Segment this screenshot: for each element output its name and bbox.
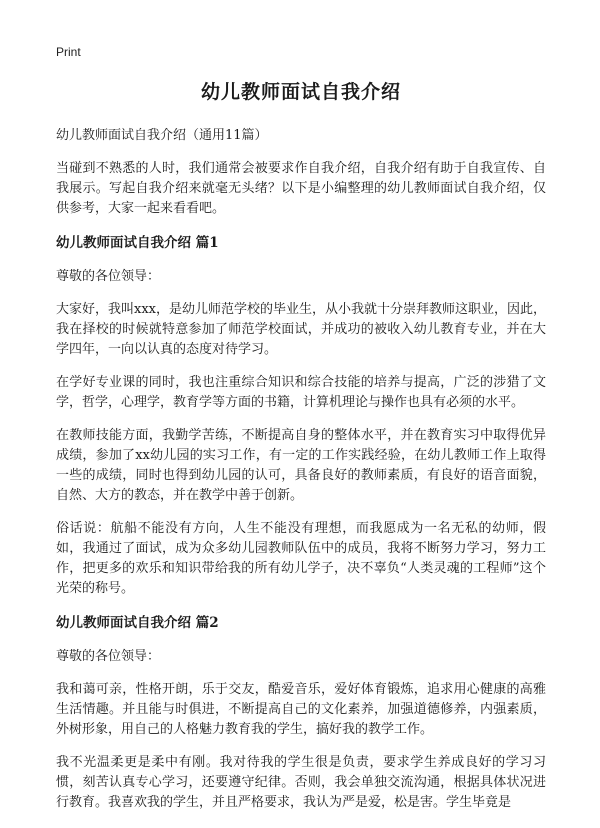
section-paragraph: 俗话说：航船不能没有方向，人生不能没有理想，而我愿成为一名无私的幼师，假如，我通过了面试，成为众多幼儿园教师队伍中的成员，我将不断努力学习，努力工作，把更多的欢乐和知识带给我的所有幼儿学子，决不辜负“人类灵魂的工程师”这个光荣的称号。	[56, 521, 546, 596]
section-1	[56, 232, 546, 599]
section-paragraph: 在教师技能方面，我勤学苦练，不断提高自身的整体水平，并在教育实习中取得优异成绩，参加了xx幼儿园的实习工作，有一定的工作实践经验，在幼儿教师工作上取得一些的成绩，同时也得到幼儿园的认可，具备良好的教师素质，有良好的语音面貌，自然、大方的教态，并在教学中善于创新。	[56, 428, 546, 503]
section-heading: 幼儿教师面试自我介绍 篇2	[56, 615, 219, 631]
section-heading: 幼儿教师面试自我介绍 篇1	[56, 235, 219, 251]
section-paragraph: 我和蔼可亲，性格开朗，乐于交友，酷爱音乐，爱好体育锻炼，追求用心健康的高雅生活情趣。并且能与时俱进，不断提高自己的文化素养，加强道德修养，内强素质，外树形象，用自己的人格魅力教育我的学生，搞好我的教学工作。	[56, 682, 546, 737]
document-content	[56, 78, 546, 826]
section-2	[56, 612, 546, 813]
document-title: 幼儿教师面试自我介绍	[200, 81, 401, 103]
section-paragraph: 在学好专业课的同时，我也注重综合知识和综合技能的培养与提高，广泛的涉猎了文学，哲学，心理学，教育学等方面的书籍，计算机理论与操作也具有必须的水平。	[56, 375, 546, 410]
document-subtitle: 幼儿教师面试自我介绍（通用11篇）	[56, 128, 268, 143]
section-paragraph: 大家好，我叫xxx，是幼儿师范学校的毕业生，从小我就十分崇拜教师这职业，因此，我在择校的时候就特意参加了师范学校面试，并成功的被收入幼儿教育专业，并在大学四年，一向以认真的态度对待学习。	[56, 302, 546, 357]
section-paragraph: 我不光温柔更是柔中有刚。我对待我的学生很是负责，要求学生养成良好的学习习惯，刻苦认真专心学习，还要遵守纪律。否则，我会单独交流沟通，根据具体状况进行教育。我喜欢我的学生，并且严格要求，我认为严是爱，松是害。学生毕竟是	[56, 755, 546, 810]
section-paragraph: 尊敬的各位领导：	[56, 269, 161, 284]
intro-paragraph: 当碰到不熟悉的人时，我们通常会被要求作自我介绍，自我介绍有助于自我宣传、自我展示。写起自我介绍来就毫无头绪？以下是小编整理的幼儿教师面试自我介绍，仅供参考，大家一起来看看吧。	[56, 161, 546, 216]
print-link[interactable]: Print	[56, 45, 81, 59]
section-paragraph: 尊敬的各位领导：	[56, 649, 161, 664]
